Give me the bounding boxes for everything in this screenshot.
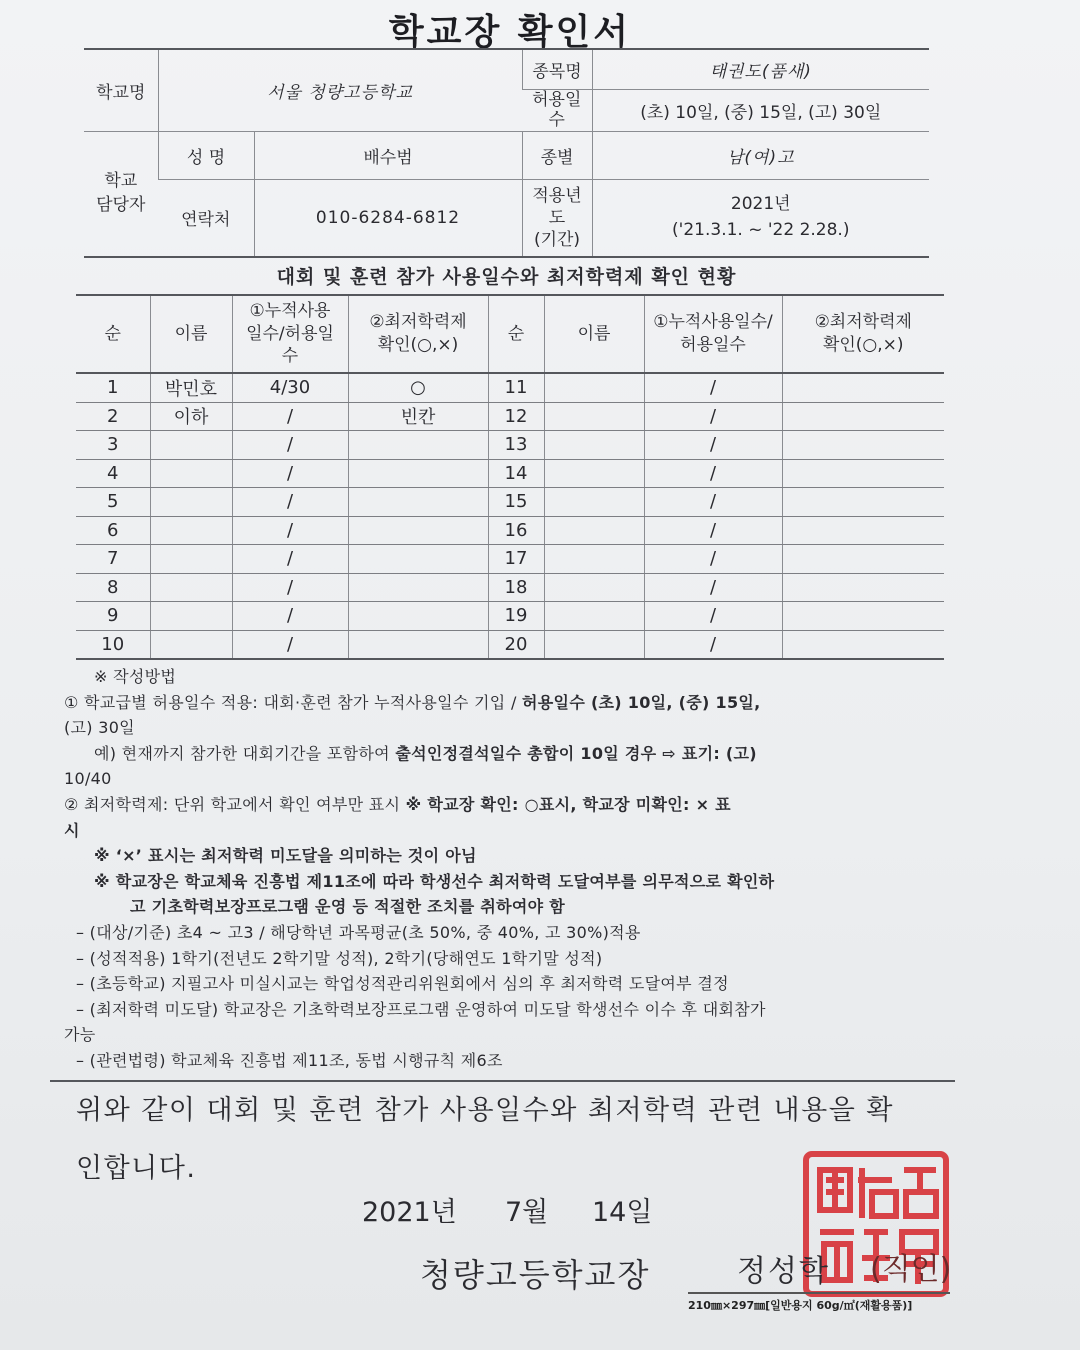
note-1b: 허용일수 (초) 10일, (중) 15일,	[522, 692, 761, 712]
note-1a: ① 학교급별 허용일수 적용: 대회·훈련 참가 누적사용일수 기입 /	[64, 692, 517, 712]
row-days-right: /	[644, 488, 782, 517]
row-name-right	[544, 602, 644, 631]
row-name-right	[544, 516, 644, 545]
row-check	[348, 602, 488, 631]
row-days: /	[232, 459, 348, 488]
row-num-right: 17	[488, 545, 544, 574]
row-days-right: /	[644, 459, 782, 488]
header-num-right: 순	[488, 295, 544, 373]
row-num-right: 18	[488, 573, 544, 602]
date-year: 2021년	[362, 1197, 457, 1228]
contact-label: 연락처	[158, 179, 254, 257]
table-row	[76, 545, 944, 574]
year-label-3: (기간)	[533, 229, 581, 250]
row-check-right	[782, 431, 944, 460]
header-check-right-1: ②최저학력제	[814, 312, 912, 333]
note-dash-1: – (대상/기준) 초4 ~ 고3 / 해당학년 과목평균(초 50%, 중 40%, 고 30%)적용	[76, 922, 641, 942]
note-dash-5: – (관련법령) 학교체육 진흥법 제11조, 동법 시행규칙 제6조	[76, 1050, 503, 1070]
table-row	[76, 488, 944, 517]
row-name	[150, 545, 232, 574]
manager-label-2: 담당자	[96, 194, 146, 215]
row-days-right: /	[644, 602, 782, 631]
row-name	[150, 602, 232, 631]
row-num-right: 14	[488, 459, 544, 488]
table-body	[76, 373, 944, 659]
contact-number: 010-6284-6812	[254, 179, 522, 257]
row-num-right: 19	[488, 602, 544, 631]
row-num: 3	[76, 431, 150, 460]
header-name-right: 이름	[544, 295, 644, 373]
row-check-right	[782, 402, 944, 431]
signer-name: 정성학	[737, 1254, 830, 1289]
row-num: 1	[76, 373, 150, 402]
row-name: 박민호	[150, 373, 232, 402]
note-example-a: 예) 현재까지 참가한 대회기간을 포함하여	[94, 743, 390, 763]
row-days-right: /	[644, 630, 782, 659]
note-2a: ② 최저학력제: 단위 학교에서 확인 여부만 표시	[64, 794, 401, 814]
row-days: /	[232, 488, 348, 517]
row-check	[348, 545, 488, 574]
header-name: 이름	[150, 295, 232, 373]
school-name-label: 학교명	[84, 49, 158, 131]
note-4a: ※ 학교장은 학교체육 진흥법 제11조에 따라 학생선수 최저학력 도달여부를 의무적으로 확인하	[94, 871, 775, 891]
row-days: /	[232, 402, 348, 431]
table-header-row	[76, 295, 944, 373]
header-days-right-1: ①누적사용일수/	[653, 312, 773, 333]
header-days-2: 일수/허용일	[246, 323, 334, 344]
row-num-right: 12	[488, 402, 544, 431]
note-dash-3: – (초등학교) 지필고사 미실시교는 학업성적관리위원회에서 심의 후 최저학력 도달여부 결정	[76, 974, 729, 994]
participation-table	[76, 294, 944, 660]
row-name-right	[544, 459, 644, 488]
manager-label-1: 학교	[104, 170, 138, 191]
table-row	[76, 602, 944, 631]
row-days-right: /	[644, 402, 782, 431]
row-days: /	[232, 602, 348, 631]
row-num: 6	[76, 516, 150, 545]
row-num-right: 11	[488, 373, 544, 402]
row-days: /	[232, 431, 348, 460]
row-num-right: 15	[488, 488, 544, 517]
applied-year: 2021년	[730, 194, 791, 215]
row-check	[348, 516, 488, 545]
section-subtitle: 대회 및 훈련 참가 사용일수와 최저학력제 확인 현황	[276, 266, 737, 288]
allowed-days: (초) 10일, (중) 15일, (고) 30일	[592, 89, 929, 131]
row-name	[150, 431, 232, 460]
instructions	[64, 664, 954, 1074]
table-row	[76, 573, 944, 602]
table-row	[76, 630, 944, 659]
school-name: 서울 청량고등학교	[158, 49, 522, 131]
row-check-right	[782, 630, 944, 659]
row-name-right	[544, 402, 644, 431]
row-name-right	[544, 545, 644, 574]
table-row	[76, 402, 944, 431]
table-row	[76, 373, 944, 402]
note-2b: ※ 학교장 확인: ○표시, 학교장 미확인: × 표	[405, 794, 731, 814]
row-check: ○	[348, 373, 488, 402]
header-check-right-2: 확인(○,×)	[822, 335, 904, 355]
header-days-1: ①누적사용	[249, 300, 331, 321]
row-check-right	[782, 573, 944, 602]
row-check-right	[782, 488, 944, 517]
header-days-right-2: 허용일수	[680, 335, 746, 355]
row-num: 7	[76, 545, 150, 574]
row-days: /	[232, 630, 348, 659]
row-check	[348, 431, 488, 460]
allowed-days-label-2: 수	[548, 110, 565, 130]
note-dash-4b: 가능	[64, 1025, 96, 1045]
year-label-2: 도	[548, 207, 566, 228]
row-num: 9	[76, 602, 150, 631]
row-num: 10	[76, 630, 150, 659]
row-check	[348, 488, 488, 517]
note-2c: 시	[64, 820, 80, 840]
seal-label: (직인)	[870, 1252, 952, 1287]
sport-label: 종목명	[522, 49, 592, 89]
confirmation-line-1: 위와 같이 대회 및 훈련 참가 사용일수와 최저학력 관련 내용을 확	[76, 1095, 894, 1126]
row-check-right	[782, 516, 944, 545]
date-day: 14일	[592, 1197, 653, 1228]
row-days-right: /	[644, 545, 782, 574]
row-days-right: /	[644, 431, 782, 460]
row-num: 4	[76, 459, 150, 488]
year-label-1: 적용년	[532, 185, 582, 206]
row-name	[150, 488, 232, 517]
principal-title: 청량고등학교장	[420, 1256, 651, 1294]
row-check: 빈칸	[348, 402, 488, 431]
row-num: 5	[76, 488, 150, 517]
row-name-right	[544, 488, 644, 517]
allowed-days-label-1: 허용일	[532, 89, 582, 110]
row-name-right	[544, 373, 644, 402]
row-days: /	[232, 573, 348, 602]
row-name	[150, 573, 232, 602]
sport: 태권도(품새)	[592, 49, 929, 89]
type-label: 종별	[522, 131, 592, 179]
table-row	[76, 516, 944, 545]
row-check	[348, 573, 488, 602]
row-check-right	[782, 602, 944, 631]
note-example-b: 출석인정결석일수 총합이 10일 경우 ⇨ 표기: (고)	[395, 743, 757, 763]
row-days: 4/30	[232, 373, 348, 402]
note-3: ※ ‘×’ 표시는 최저학력 미도달을 의미하는 것이 아님	[94, 846, 477, 866]
header-check-1: ②최저학력제	[369, 312, 467, 333]
row-check-right	[782, 373, 944, 402]
row-num-right: 13	[488, 431, 544, 460]
applied-period: ('21.3.1. ~ '22 2.28.)	[672, 219, 850, 240]
row-name-right	[544, 630, 644, 659]
header-num: 순	[76, 295, 150, 373]
row-check-right	[782, 459, 944, 488]
row-days: /	[232, 516, 348, 545]
row-days: /	[232, 545, 348, 574]
row-check	[348, 630, 488, 659]
header-days-3: 수	[281, 346, 299, 367]
row-num: 2	[76, 402, 150, 431]
notes-heading: ※ 작성방법	[94, 667, 177, 686]
manager-name: 배수범	[254, 131, 522, 179]
name-label: 성 명	[158, 131, 254, 179]
date-month: 7월	[505, 1197, 549, 1228]
note-example-c: 10/40	[64, 769, 112, 789]
row-days-right: /	[644, 516, 782, 545]
note-1c: (고) 30일	[64, 718, 135, 738]
note-dash-4a: – (최저학력 미도달) 학교장은 기초학력보장프로그램 운영하여 미도달 학생선수 이수 후 대회참가	[76, 999, 766, 1019]
document-title: 학교장 확인서	[388, 12, 632, 53]
table-row	[76, 431, 944, 460]
row-check	[348, 459, 488, 488]
school-type: 남(여)고	[592, 131, 929, 179]
note-4b: 고 기초학력보장프로그램 운영 등 적절한 조치를 취하여야 함	[130, 897, 565, 917]
row-name	[150, 459, 232, 488]
school-info-table	[84, 48, 929, 258]
paper-spec: 210㎜×297㎜[일반용지 60g/㎡(재활용품)]	[688, 1292, 950, 1313]
header-check-2: 확인(○,×)	[377, 335, 459, 355]
row-name-right	[544, 431, 644, 460]
table-row	[76, 459, 944, 488]
row-name	[150, 630, 232, 659]
row-num: 8	[76, 573, 150, 602]
row-days-right: /	[644, 373, 782, 402]
note-dash-2: – (성적적용) 1학기(전년도 2학기말 성적), 2학기(당해연도 1학기말 성적)	[76, 948, 603, 968]
row-num-right: 20	[488, 630, 544, 659]
row-check-right	[782, 545, 944, 574]
confirmation-line-2: 인합니다.	[76, 1153, 197, 1184]
row-name: 이하	[150, 402, 232, 431]
row-name	[150, 516, 232, 545]
row-days-right: /	[644, 573, 782, 602]
row-num-right: 16	[488, 516, 544, 545]
row-name-right	[544, 573, 644, 602]
